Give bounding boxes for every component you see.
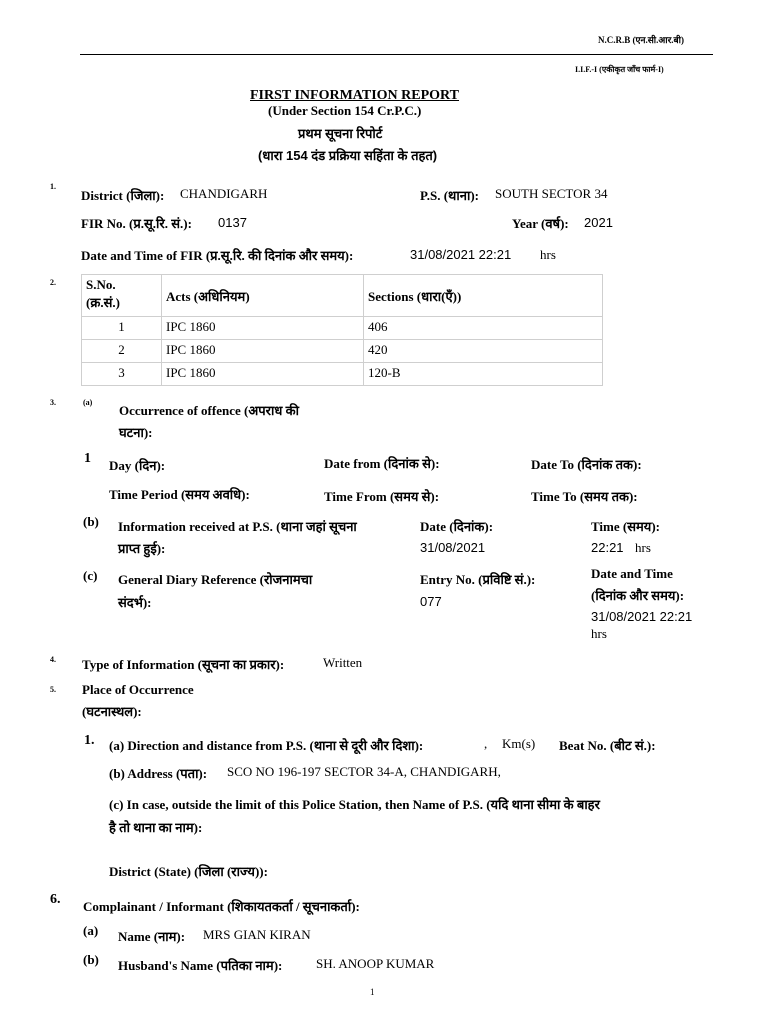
header-sno — [82, 275, 162, 317]
info-received-label-line1: Information received at P.S. (थाना जहां सूचना — [118, 519, 357, 534]
fir-datetime-unit: hrs — [540, 247, 556, 262]
time-period-label: Time Period (समय अवधि): — [109, 487, 250, 502]
info-type-value: Written — [323, 655, 363, 670]
gd-datetime-label-line1: Date and Time — [591, 566, 673, 581]
district-label: District (जिला): — [81, 188, 165, 203]
section-number: 3. — [50, 398, 56, 407]
outside-ps-label-line2: है तो थाना का नाम): — [109, 820, 203, 835]
page-subtitle-hindi: (धारा 154 दंड प्रक्रिया सहिंता के तहत) — [258, 148, 438, 163]
ps-label: P.S. (थाना): — [420, 188, 479, 203]
year-label: Year (वर्ष): — [512, 216, 569, 231]
sub-number: 1. — [84, 733, 95, 748]
row-sno: 1 — [82, 317, 162, 340]
section-number: 4. — [50, 655, 56, 664]
row-act: IPC 1860 — [162, 340, 364, 363]
table-header-row — [82, 275, 603, 317]
row-sno: 2 — [82, 340, 162, 363]
header-sno-hi: (क्र.सं.) — [86, 295, 120, 310]
info-type-label: Type of Information (सूचना का प्रकार): — [82, 657, 285, 672]
occurrence-label-line2: घटना): — [119, 425, 153, 440]
sub-mark-a: (a) — [83, 398, 93, 407]
sub-mark-b: (b) — [83, 514, 99, 529]
info-received-label-line2: प्राप्त हुई): — [118, 541, 166, 556]
year-value: 2021 — [584, 215, 613, 230]
gd-datetime-label-line2: (दिनांक और समय): — [591, 588, 685, 603]
section-number: 6. — [50, 892, 61, 907]
fir-label: FIR No. (प्र.सू.रि. सं.): — [81, 216, 192, 231]
header-sno-en: S.No. — [86, 277, 116, 292]
info-date-value: 31/08/2021 — [420, 540, 486, 555]
header-divider — [80, 54, 713, 55]
sub-number: 1 — [84, 451, 91, 466]
gd-reference-label-line1: General Diary Reference (रोजनामचा — [118, 572, 313, 587]
info-time-label: Time (समय): — [591, 519, 660, 534]
page-title: FIRST INFORMATION REPORT — [250, 88, 460, 103]
page-subtitle: (Under Section 154 Cr.P.C.) — [268, 103, 422, 118]
header-sections: Sections (धारा(एँ)) — [364, 275, 603, 317]
address-label: (b) Address (पता): — [109, 766, 208, 781]
date-to-label: Date To (दिनांक तक): — [531, 457, 642, 472]
gd-datetime-value: 31/08/2021 22:21 — [591, 609, 693, 624]
direction-label: (a) Direction and distance from P.S. (थाना से दूरी और दिशा): — [109, 738, 424, 753]
place-label-line2: (घटनास्थल): — [82, 704, 142, 719]
table-row — [82, 363, 603, 386]
section-number: 1. — [50, 182, 56, 191]
row-act: IPC 1860 — [162, 317, 364, 340]
acts-sections-table — [81, 274, 603, 386]
complainant-name-label: Name (नाम): — [118, 929, 186, 944]
district-value: CHANDIGARH — [180, 186, 268, 201]
table-row — [82, 340, 603, 363]
row-act: IPC 1860 — [162, 363, 364, 386]
fir-datetime-value: 31/08/2021 22:21 — [410, 247, 512, 262]
row-section: 420 — [364, 340, 603, 363]
entry-no-label: Entry No. (प्रविष्टि सं.): — [420, 572, 536, 587]
sub-mark-b: (b) — [83, 952, 99, 967]
complainant-label: Complainant / Informant (शिकायतकर्ता / सूचनाकर्ता): — [83, 899, 360, 914]
gd-datetime-unit: hrs — [591, 626, 607, 641]
gd-reference-label-line2: संदर्भ): — [118, 595, 152, 610]
time-to-label: Time To (समय तक): — [531, 489, 638, 504]
entry-no-value: 077 — [420, 594, 442, 609]
ncrb-header: N.C.R.B (एन.सी.आर.बी) — [598, 35, 684, 45]
info-time-unit: hrs — [635, 540, 651, 555]
fir-datetime-label: Date and Time of FIR (प्र.सू.रि. की दिनांक और समय): — [81, 248, 354, 263]
occurrence-label-line1: Occurrence of offence (अपराध की — [119, 403, 299, 418]
fir-value: 0137 — [218, 215, 247, 230]
page-title-hindi: प्रथम सूचना रिपोर्ट — [298, 126, 383, 141]
ps-value: SOUTH SECTOR 34 — [495, 186, 608, 201]
row-sno: 3 — [82, 363, 162, 386]
husband-name-value: SH. ANOOP KUMAR — [316, 956, 435, 971]
km-label: Km(s) — [502, 736, 536, 751]
info-date-label: Date (दिनांक): — [420, 519, 494, 534]
date-from-label: Date from (दिनांक से): — [324, 456, 440, 471]
direction-value: , — [484, 736, 488, 751]
place-label-line1: Place of Occurrence — [82, 682, 194, 697]
sub-mark-c: (c) — [83, 568, 98, 583]
section-number: 2. — [50, 278, 56, 287]
day-label: Day (दिन): — [109, 458, 166, 473]
husband-name-label: Husband's Name (पतिका नाम): — [118, 958, 283, 973]
address-value: SCO NO 196-197 SECTOR 34-A, CHANDIGARH, — [227, 764, 501, 779]
section-number: 5. — [50, 685, 56, 694]
header-acts: Acts (अधिनियम) — [162, 275, 364, 317]
district-state-label: District (State) (जिला (राज्य)): — [109, 864, 268, 879]
sub-mark-a: (a) — [83, 923, 99, 938]
complainant-name-value: MRS GIAN KIRAN — [203, 927, 311, 942]
page-number: 1 — [370, 987, 375, 997]
table-row — [82, 317, 603, 340]
row-section: 120-B — [364, 363, 603, 386]
row-section: 406 — [364, 317, 603, 340]
form-id: I.I.F.-I (एकीकृत जाँच फार्म-I) — [575, 65, 664, 74]
info-time-value: 22:21 — [591, 540, 624, 555]
outside-ps-label-line1: (c) In case, outside the limit of this Police Station, then Name of P.S. (यदि थाना सीमा के बाहर — [109, 797, 600, 812]
beat-no-label: Beat No. (बीट सं.): — [559, 738, 656, 753]
time-from-label: Time From (समय से): — [324, 489, 440, 504]
